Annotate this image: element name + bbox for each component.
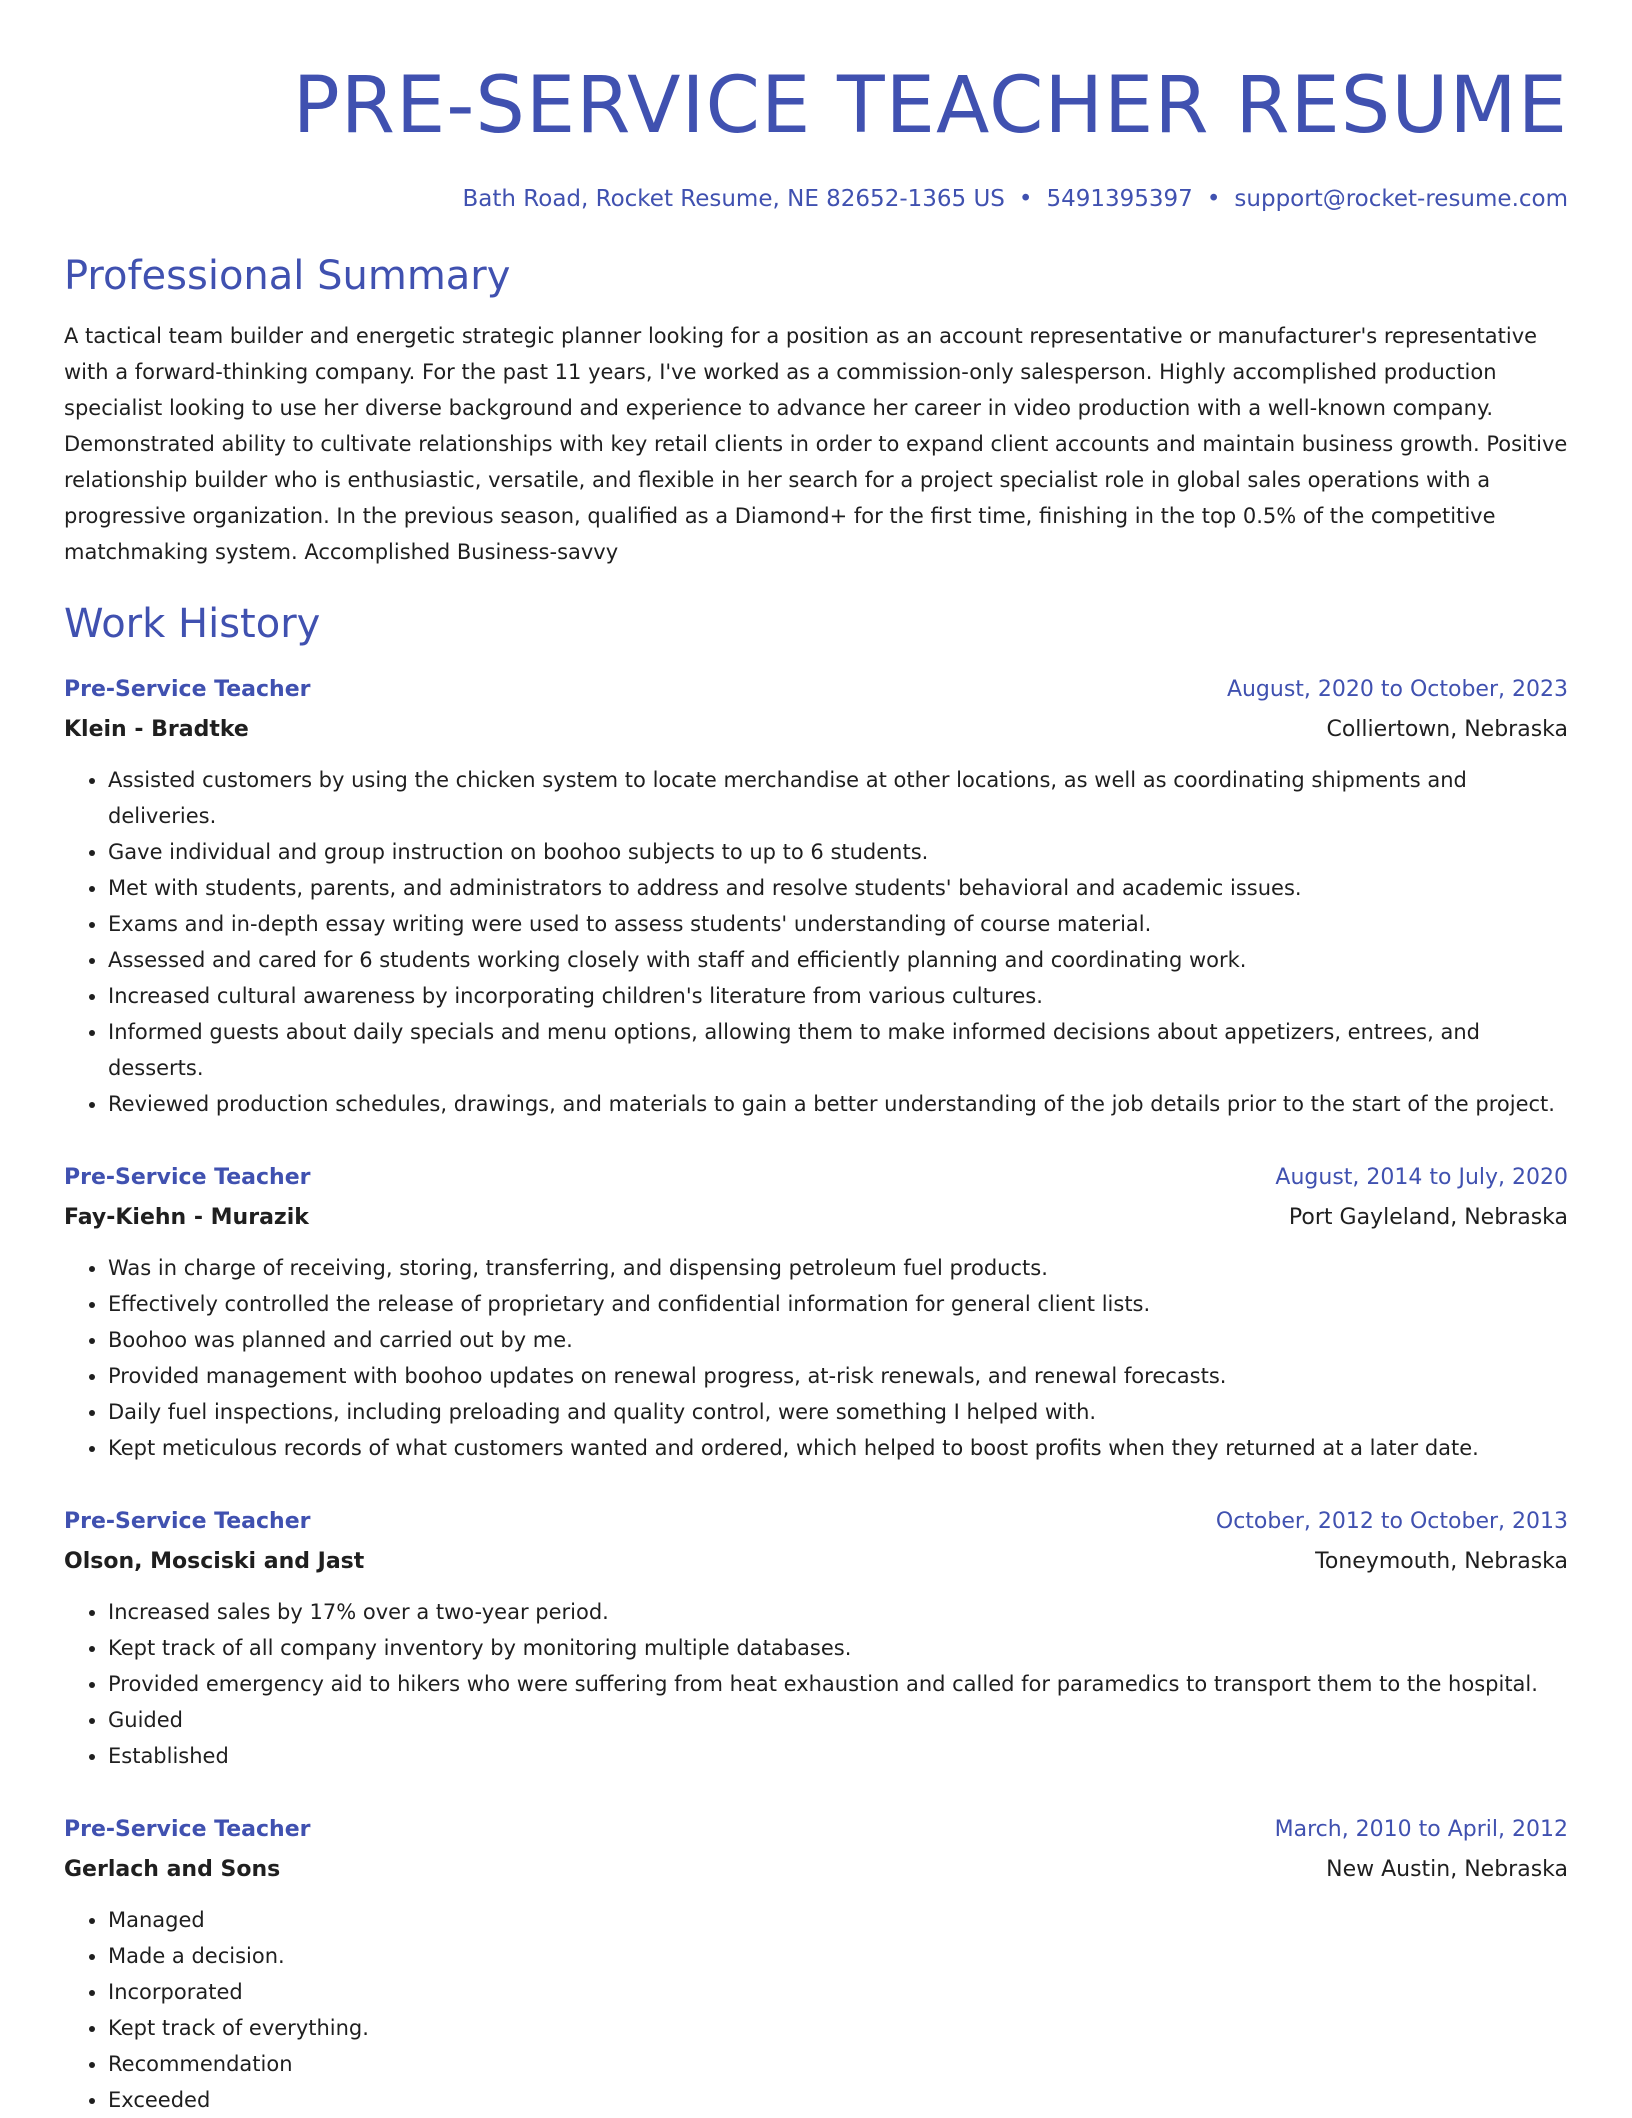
contact-address: Bath Road, Rocket Resume, NE 82652-1365 US	[462, 186, 1005, 212]
professional-summary-section	[64, 250, 1568, 570]
job-bullet: • Exams and in-depth essay writing were used to assess students' understanding of course material.	[108, 906, 1568, 942]
job-location: Port Gayleland, Nebraska	[1288, 1205, 1568, 1230]
job-bullet: • Kept track of everything.	[108, 2010, 1568, 2046]
job-company: Olson, Mosciski and Jast	[64, 1549, 365, 1574]
job-company: Klein - Bradtke	[64, 717, 249, 742]
job-location: New Austin, Nebraska	[1326, 1857, 1568, 1882]
job-bullet: • Kept track of all company inventory by monitoring multiple databases.	[108, 1630, 1568, 1666]
job-list	[64, 670, 1568, 2118]
job-bullet-list	[64, 1902, 1568, 2118]
job-entry	[64, 1502, 1568, 1774]
job-bullet: • Assisted customers by using the chicken system to locate merchandise at other locations, as well as coordinating shipments and deliveries.	[108, 762, 1568, 834]
job-employer-row	[64, 1198, 1568, 1238]
job-employer-row	[64, 1542, 1568, 1582]
job-bullet: • Gave individual and group instruction on boohoo subjects to up to 6 students.	[108, 834, 1568, 870]
job-bullet: • Increased cultural awareness by incorporating children's literature from various cultures.	[108, 978, 1568, 1014]
contact-separator: •	[1206, 186, 1221, 212]
job-bullet: • Recommendation	[108, 2046, 1568, 2082]
job-bullet: • Guided	[108, 1702, 1568, 1738]
job-dates: August, 2020 to October, 2023	[1226, 677, 1568, 702]
section-heading-work: Work History	[64, 601, 321, 647]
job-bullet: • Boohoo was planned and carried out by me.	[108, 1322, 1568, 1358]
job-bullet: • Provided management with boohoo updates on renewal progress, at-risk renewals, and renewal forecasts.	[108, 1358, 1568, 1394]
job-bullet: • Managed	[108, 1902, 1568, 1938]
summary-text: A tactical team builder and energetic strategic planner looking for a position as an account representative or manufacturer's representative with a forward-thinking company. For the past 11 years, I've worked as a commission-only salesperson. Highly accomplished production specialist looking to use her diverse background and experience to advance her career in video production with a well-known company. Demonstrated ability to cultivate relationships with key retail clients in order to expand client accounts and maintain business growth. Positive relationship builder who is enthusiastic, versatile, and flexible in her search for a project specialist role in global sales operations with a progressive organization. In the previous season, qualified as a Diamond+ for the first time, finishing in the top 0.5% of the competitive matchmaking system. Accomplished Business-savvy	[64, 324, 1568, 564]
job-bullet: • Kept meticulous records of what customers wanted and ordered, which helped to boost profits when they returned at a later date.	[108, 1430, 1568, 1466]
job-title: Pre-Service Teacher	[64, 1817, 311, 1842]
job-location: Toneymouth, Nebraska	[1315, 1549, 1568, 1574]
job-title: Pre-Service Teacher	[64, 677, 311, 702]
work-history-section	[64, 598, 1568, 2118]
job-bullet: • Met with students, parents, and administrators to address and resolve students' behavioral and academic issues.	[108, 870, 1568, 906]
job-header-row	[64, 670, 1568, 710]
job-header-row	[64, 1810, 1568, 1850]
job-entry	[64, 1810, 1568, 2118]
job-entry	[64, 670, 1568, 1122]
job-title: Pre-Service Teacher	[64, 1165, 311, 1190]
job-dates: March, 2010 to April, 2012	[1274, 1817, 1568, 1842]
job-company: Gerlach and Sons	[64, 1857, 281, 1882]
job-entry	[64, 1158, 1568, 1466]
job-bullet-list	[64, 762, 1568, 1122]
job-bullet: • Increased sales by 17% over a two-year period.	[108, 1594, 1568, 1630]
job-bullet: • Provided emergency aid to hikers who were suffering from heat exhaustion and called for paramedics to transport them to the hospital.	[108, 1666, 1568, 1702]
job-employer-row	[64, 1850, 1568, 1890]
resume-header	[64, 56, 1568, 214]
job-header-row	[64, 1502, 1568, 1542]
job-header-row	[64, 1158, 1568, 1198]
job-title: Pre-Service Teacher	[64, 1509, 311, 1534]
job-dates: August, 2014 to July, 2020	[1275, 1165, 1568, 1190]
job-bullet: • Reviewed production schedules, drawings, and materials to gain a better understanding of the job details prior to the start of the project.	[108, 1086, 1568, 1122]
job-bullet: • Incorporated	[108, 1974, 1568, 2010]
job-bullet: • Exceeded	[108, 2082, 1568, 2118]
job-company: Fay-Kiehn - Murazik	[64, 1205, 309, 1230]
job-bullet: • Established	[108, 1738, 1568, 1774]
job-bullet: • Assessed and cared for 6 students working closely with staff and efficiently planning and coordinating work.	[108, 942, 1568, 978]
job-location: Colliertown, Nebraska	[1326, 717, 1568, 742]
job-employer-row	[64, 710, 1568, 750]
contact-separator: •	[1018, 186, 1033, 212]
contact-phone: 5491395397	[1046, 186, 1193, 212]
section-heading-summary: Professional Summary	[64, 253, 511, 299]
job-dates: October, 2012 to October, 2013	[1215, 1509, 1568, 1534]
job-bullet: • Made a decision.	[108, 1938, 1568, 1974]
job-bullet: • Was in charge of receiving, storing, transferring, and dispensing petroleum fuel products.	[108, 1250, 1568, 1286]
job-bullet: • Effectively controlled the release of proprietary and confidential information for general client lists.	[108, 1286, 1568, 1322]
job-bullet: • Daily fuel inspections, including preloading and quality control, were something I helped with.	[108, 1394, 1568, 1430]
resume-title: PRE-SERVICE TEACHER RESUME	[292, 61, 1568, 151]
job-bullet: • Informed guests about daily specials and menu options, allowing them to make informed decisions about appetizers, entrees, and desserts.	[108, 1014, 1568, 1086]
contact-line	[64, 184, 1568, 214]
job-bullet-list	[64, 1250, 1568, 1466]
contact-email: support@rocket-resume.com	[1234, 186, 1568, 212]
job-bullet-list	[64, 1594, 1568, 1774]
